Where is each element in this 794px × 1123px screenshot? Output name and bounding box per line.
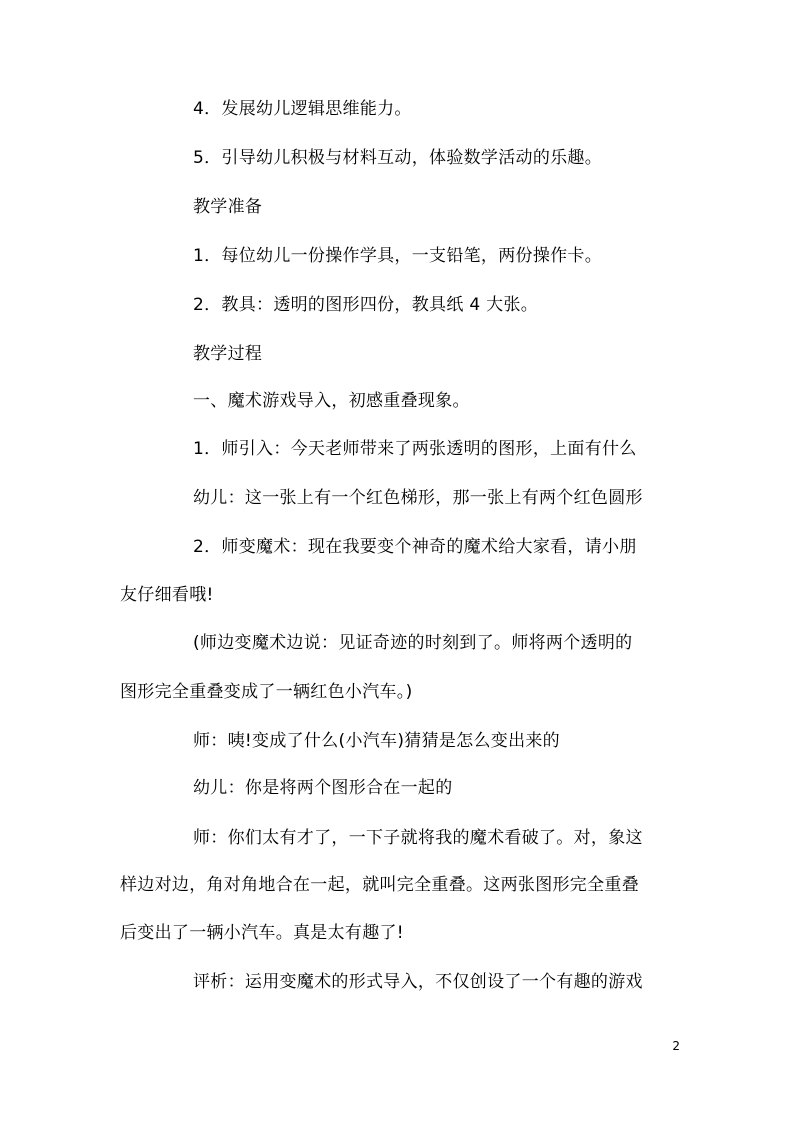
text-line: 图形完全重叠变成了一辆红色小汽车。) bbox=[120, 682, 413, 702]
text-line: 1．师引入：今天老师带来了两张透明的图形，上面有什么 bbox=[193, 439, 637, 459]
text-line: 一、魔术游戏导入，初感重叠现象。 bbox=[193, 391, 470, 411]
text-line: 样边对边，角对角地合在一起，就叫完全重叠。这两张图形完全重叠 bbox=[120, 875, 639, 895]
text-line: 幼儿：你是将两个图形合在一起的 bbox=[193, 778, 453, 798]
text-line: 1．每位幼儿一份操作学具，一支铅笔，两份操作卡。 bbox=[193, 246, 603, 266]
text-line: 2．师变魔术：现在我要变个神奇的魔术给大家看，请小朋 bbox=[193, 537, 637, 557]
text-line: 幼儿：这一张上有一个红色梯形，那一张上有两个红色圆形 bbox=[193, 488, 643, 508]
text-line: 师：咦!变成了什么(小汽车)猜猜是怎么变出来的 bbox=[193, 731, 560, 751]
text-line: 2．教具：透明的图形四份，教具纸 4 大张。 bbox=[193, 295, 539, 315]
text-line: 友仔细看哦! bbox=[120, 585, 214, 605]
section-heading: 教学过程 bbox=[193, 344, 263, 364]
text-line: (师边变魔术边说：见证奇迹的时刻到了。师将两个透明的 bbox=[193, 633, 633, 653]
section-heading: 教学准备 bbox=[193, 197, 263, 217]
text-line: 5．引导幼儿积极与材料互动，体验数学活动的乐趣。 bbox=[193, 148, 603, 168]
text-line: 师：你们太有才了，一下子就将我的魔术看破了。对，象这 bbox=[193, 828, 643, 848]
text-line: 后变出了一辆小汽车。真是太有趣了! bbox=[120, 923, 404, 943]
text-line: 评析：运用变魔术的形式导入，不仅创设了一个有趣的游戏 bbox=[193, 972, 643, 992]
page-number: 2 bbox=[672, 1039, 680, 1053]
text-line: 4．发展幼儿逻辑思维能力。 bbox=[193, 99, 412, 119]
